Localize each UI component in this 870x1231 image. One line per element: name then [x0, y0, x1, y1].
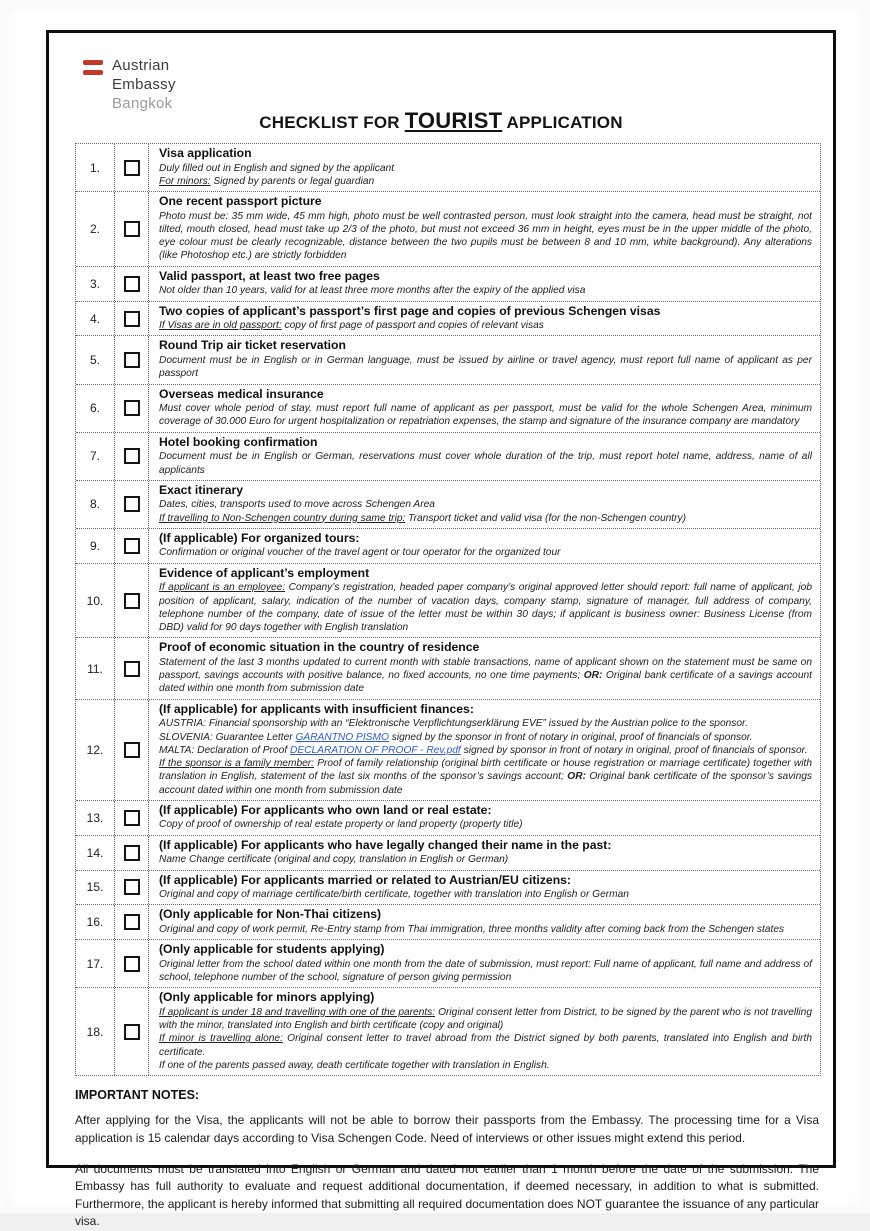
checkbox[interactable] [124, 956, 140, 972]
description-segment: Confirmation or original voucher of the travel agent or tour operator for the organized tour [159, 547, 561, 559]
description-segment: For minors: [159, 175, 211, 187]
description-segment: SLOVENIA: Guarantee Letter [159, 731, 296, 743]
description-segment: Copy of proof of ownership of real estate property or land property (property title) [159, 819, 523, 831]
row-number: 13. [76, 801, 115, 835]
row-content [149, 385, 820, 432]
description-segment: OR: [567, 771, 586, 783]
checklist-row [76, 940, 820, 988]
description-segment: Original and copy of work permit, Re-Entry stamp from Thai immigration, three months validity after coming back from the Schengen states [159, 924, 785, 935]
checkbox[interactable] [124, 448, 140, 464]
row-title: Visa application [159, 146, 252, 160]
description-segment: If applicant is an employee: [159, 582, 286, 594]
row-description [159, 512, 812, 525]
description-segment: If Visas are in old passport: [159, 320, 282, 332]
description-segment: AUSTRIA: Financial sponsorship with an “Elektronische Verpflichtungserklärung EVE” issued by the Austrian police to the sponsor. [159, 718, 748, 730]
row-description [159, 717, 812, 730]
title-prefix: CHECKLIST FOR [259, 113, 405, 132]
row-title: Two copies of applicant’s passport’s first page and copies of previous Schengen visas [159, 303, 661, 318]
row-content [149, 302, 820, 336]
page-title [49, 108, 833, 134]
checkbox-cell [115, 481, 149, 528]
description-segment: Photo must be: 35 mm wide, 45 mm high, photo must be well contrasted person, must look straight into the camera, head must be straight, not tilted, mouth closed, head must take up 2/3 of the photo, but must not exceed 36 mm in height, eyes must be in the upper middle of the photo, eye colour must be clearly recognizable, distance between the two pupils must be between 8 and 10 mm, white background). Any alterations (like Photoshop etc.) are strictly forbidden [159, 210, 812, 262]
row-title: (If applicable) For applicants who have legally changed their name in the past: [159, 837, 612, 852]
checkbox-cell [115, 144, 149, 191]
checkbox[interactable] [124, 496, 140, 512]
row-content [149, 638, 820, 698]
row-title: (If applicable) for applicants with insufficient finances: [159, 701, 474, 716]
row-content [149, 940, 820, 987]
description-segment: MALTA: Declaration of Proof [159, 744, 290, 756]
checkbox-cell [115, 529, 149, 563]
row-description [159, 958, 812, 985]
row-description [159, 757, 812, 797]
checkbox-cell [115, 564, 149, 638]
description-segment: Dates, cities, transports used to move across Schengen Area [159, 499, 435, 511]
checklist-row [76, 433, 820, 481]
important-notes [75, 1088, 819, 1230]
row-content [149, 433, 820, 480]
row-description [159, 853, 812, 866]
austrian-flag-icon [83, 60, 103, 75]
row-title: (If applicable) For applicants who own land or real estate: [159, 802, 492, 817]
checkbox[interactable] [124, 538, 140, 554]
checklist-row [76, 144, 820, 192]
checkbox-cell [115, 638, 149, 698]
description-segment: Must cover whole period of stay, must report full name of applicant as per passport, must be valid for the whole Schengen Area, minimum coverage of 30.000 Euro for urgent hospitalization or repatriation expenses, the stamp and signature of the insurance company are mandatory [159, 403, 812, 428]
row-number: 1. [76, 144, 115, 191]
row-number: 11. [76, 638, 115, 698]
row-description [159, 498, 812, 511]
row-number: 9. [76, 529, 115, 563]
row-number: 4. [76, 302, 115, 336]
checkbox-cell [115, 192, 149, 266]
checkbox-cell [115, 302, 149, 336]
title-suffix: APPLICATION [502, 113, 623, 132]
checklist-row [76, 564, 820, 639]
checkbox-cell [115, 871, 149, 905]
checkbox[interactable] [124, 221, 140, 237]
row-title: One recent passport picture [159, 194, 322, 209]
description-segment: If one of the parents passed away, death certificate together with translation in English. [159, 1059, 550, 1071]
row-description [159, 546, 812, 559]
description-segment: OR: [583, 670, 603, 682]
row-description [159, 284, 812, 297]
checkbox[interactable] [124, 810, 140, 826]
row-description [159, 354, 812, 381]
embassy-logo-text [112, 57, 176, 113]
checkbox-cell [115, 988, 149, 1075]
row-description [159, 818, 812, 831]
description-segment: Original consent letter from District, to be signed by the parent who is not travelling with the minor, translated into English and birth certificate (copy and original) [159, 1006, 812, 1032]
description-segment: signed by sponsor in front of notary in original, proof of financials of sponsor. [460, 744, 808, 756]
row-description [159, 1059, 812, 1072]
title-emphasized: TOURIST [404, 108, 503, 133]
checkbox-cell [115, 385, 149, 432]
description-segment: Original and copy of marriage certificate/birth certificate, together with translation into English or German [159, 889, 629, 901]
row-content [149, 801, 820, 835]
row-content [149, 871, 820, 905]
row-content [149, 267, 820, 301]
row-content [149, 192, 820, 266]
row-number: 5. [76, 336, 115, 383]
row-description [159, 210, 812, 263]
document-page [46, 30, 836, 1229]
row-title: (Only applicable for Non-Thai citizens) [159, 907, 382, 922]
notes-heading: IMPORTANT NOTES: [75, 1088, 200, 1103]
checklist-row [76, 638, 820, 699]
row-number: 3. [76, 267, 115, 301]
hyperlink[interactable]: DECLARATION OF PROOF - Rev.pdf [289, 744, 461, 756]
checkbox-cell [115, 267, 149, 301]
checklist-table [75, 143, 821, 1076]
row-description [159, 1032, 812, 1059]
row-number: 18. [76, 988, 115, 1075]
row-number: 6. [76, 385, 115, 432]
checklist-row [76, 302, 820, 337]
checklist-row [76, 700, 820, 801]
description-segment: Original bank certificate of the sponsor’s savings account dated within one month from submission date [159, 771, 812, 796]
row-content [149, 700, 820, 800]
row-description [159, 888, 812, 901]
row-title: Evidence of applicant’s employment [159, 565, 370, 580]
checklist-row [76, 267, 820, 302]
checkbox-cell [115, 801, 149, 835]
row-description [159, 162, 812, 175]
description-segment: Original consent letter to travel abroad from the District signed by both parents, translated into English and birth certificate. [159, 1033, 812, 1058]
checkbox-cell [115, 940, 149, 987]
row-content [149, 529, 820, 563]
row-title: (Only applicable for students applying) [159, 942, 385, 957]
row-title: Exact itinerary [159, 482, 244, 497]
description-segment: Original letter from the school dated within one month from the date of submission, must report: Full name of applicant, full name and address of school, telephone number of the school, signature of person giving permission [159, 958, 812, 984]
row-content [149, 336, 820, 383]
row-number: 17. [76, 940, 115, 987]
checkbox[interactable] [124, 311, 140, 327]
row-number: 15. [76, 871, 115, 905]
checkbox[interactable] [124, 914, 140, 930]
checkbox-cell [115, 836, 149, 870]
description-segment: If minor is travelling alone: [159, 1033, 283, 1045]
checklist-row [76, 192, 820, 267]
row-description [159, 656, 812, 696]
description-segment: Company’s registration, headed paper company’s original approved letter should report: full name of applicant, job position of applicant, salary, indication of the number of vacation days, company stamp, signature of manager, full address of company, telephone number of the company, date of issue of the letter must be within 30 days; if applicant is business owner: Business License (from DBD) valid for 90 days together with English translation [159, 582, 812, 634]
row-title: Proof of economic situation in the country of residence [159, 640, 480, 655]
checkbox[interactable] [124, 352, 140, 368]
row-number: 14. [76, 836, 115, 870]
description-segment: Name Change certificate (original and copy, translation in English or German) [159, 854, 509, 866]
row-number: 8. [76, 481, 115, 528]
row-number: 12. [76, 700, 115, 800]
description-segment: Transport ticket and valid visa (for the non-Schengen country) [405, 512, 687, 524]
description-segment: Document must be in English or in German language, must be issued by airline or travel agency, must report full name of applicant as per passport [159, 355, 812, 380]
checklist-row [76, 336, 820, 384]
row-title: (If applicable) For organized tours: [159, 530, 360, 545]
description-segment: Signed by parents or legal guardian [210, 175, 375, 187]
checklist-row [76, 801, 820, 836]
checkbox[interactable] [124, 879, 140, 895]
checkbox[interactable] [124, 742, 140, 758]
description-segment: Not older than 10 years, valid for at least three more months after the expiry of the applied visa [159, 285, 586, 297]
row-title: Overseas medical insurance [159, 386, 324, 401]
row-content [149, 836, 820, 870]
checklist-row [76, 988, 820, 1075]
row-description [159, 319, 812, 332]
checkbox[interactable] [124, 160, 140, 176]
row-number: 16. [76, 905, 115, 939]
row-description [159, 923, 812, 936]
row-description [159, 402, 812, 429]
row-description [159, 744, 812, 757]
description-segment: signed by the sponsor in front of notary in original, proof of financials of sponsor. [388, 731, 753, 743]
checkbox[interactable] [124, 845, 140, 861]
checkbox[interactable] [124, 400, 140, 416]
checkbox-cell [115, 433, 149, 480]
row-content [149, 988, 820, 1075]
embassy-logo [83, 57, 176, 113]
description-segment: If the sponsor is a family member: [159, 758, 315, 770]
checklist-row [76, 529, 820, 564]
checklist-row [76, 836, 820, 871]
checkbox-cell [115, 336, 149, 383]
row-number: 7. [76, 433, 115, 480]
hyperlink[interactable]: GARANTNO PISMO [295, 731, 389, 743]
description-segment: If applicant is under 18 and travelling with one of the parents: [159, 1006, 436, 1018]
description-segment: Duly filled out in English and signed by the applicant [159, 162, 395, 174]
checklist-row [76, 481, 820, 529]
row-description [159, 581, 812, 634]
row-content [149, 481, 820, 528]
row-description [159, 450, 812, 477]
description-segment: Statement of the last 3 months updated to current month with stable transactions, name of applicant shown on the statement must be same on passport, savings accounts with positive balance, no fixed accounts, no one time payments; [159, 656, 812, 682]
row-description [159, 1006, 812, 1033]
description-segment: If travelling to Non-Schengen country during same trip: [159, 512, 406, 524]
description-segment: copy of first page of passport and copies of relevant visas [281, 320, 544, 332]
description-segment: Original bank certificate of a savings account dated within one month from submission date [159, 670, 812, 695]
checkbox[interactable] [124, 593, 140, 609]
row-title: (If applicable) For applicants married or related to Austrian/EU citizens: [159, 872, 571, 887]
row-description [159, 175, 812, 188]
notes-paragraph: All documents must be translated into English or German and dated not earlier than 1 month before the date of the submission. The Embassy has full authority to evaluate and request additional documentation, if deemed necessary, in addition to what is submitted. Furthermore, the applicant is hereby informed that submitting all required documentation does NOT guarantee the issuance of any particular visa. [75, 1162, 819, 1229]
row-number: 10. [76, 564, 115, 638]
checklist-row [76, 385, 820, 433]
checkbox[interactable] [124, 1024, 140, 1040]
checkbox-cell [115, 700, 149, 800]
notes-paragraph: After applying for the Visa, the applicants will not be able to borrow their passports from the Embassy. The processing time for a Visa application is 15 calendar days according to Visa Schengen Code. Need of interviews or other issues might extend this period. [75, 1113, 819, 1145]
row-number: 2. [76, 192, 115, 266]
checklist-row [76, 871, 820, 906]
description-segment: Document must be in English or German, reservations must cover whole duration of the trip, must report hotel name, address, name of all applicants [159, 451, 812, 476]
checkbox[interactable] [124, 661, 140, 677]
logo-line-1: Austrian [112, 57, 170, 74]
row-title: Valid passport, at least two free pages [159, 268, 380, 283]
checklist-row [76, 905, 820, 940]
checkbox[interactable] [124, 276, 140, 292]
row-title: (Only applicable for minors applying) [159, 990, 375, 1005]
document-header [49, 33, 833, 135]
description-segment: Proof of family relationship (original birth certificate or house registration or marriage certificate) together with translation in English, statement of the last six months of the sponsor’s savings account; [159, 758, 812, 783]
row-content [149, 564, 820, 638]
row-title: Hotel booking confirmation [159, 434, 318, 449]
row-content [149, 144, 820, 191]
row-content [149, 905, 820, 939]
logo-line-3: Bangkok [112, 94, 173, 112]
logo-line-2: Embassy [112, 75, 176, 93]
row-title: Round Trip air ticket reservation [159, 338, 346, 353]
row-description [159, 731, 812, 744]
checkbox-cell [115, 905, 149, 939]
